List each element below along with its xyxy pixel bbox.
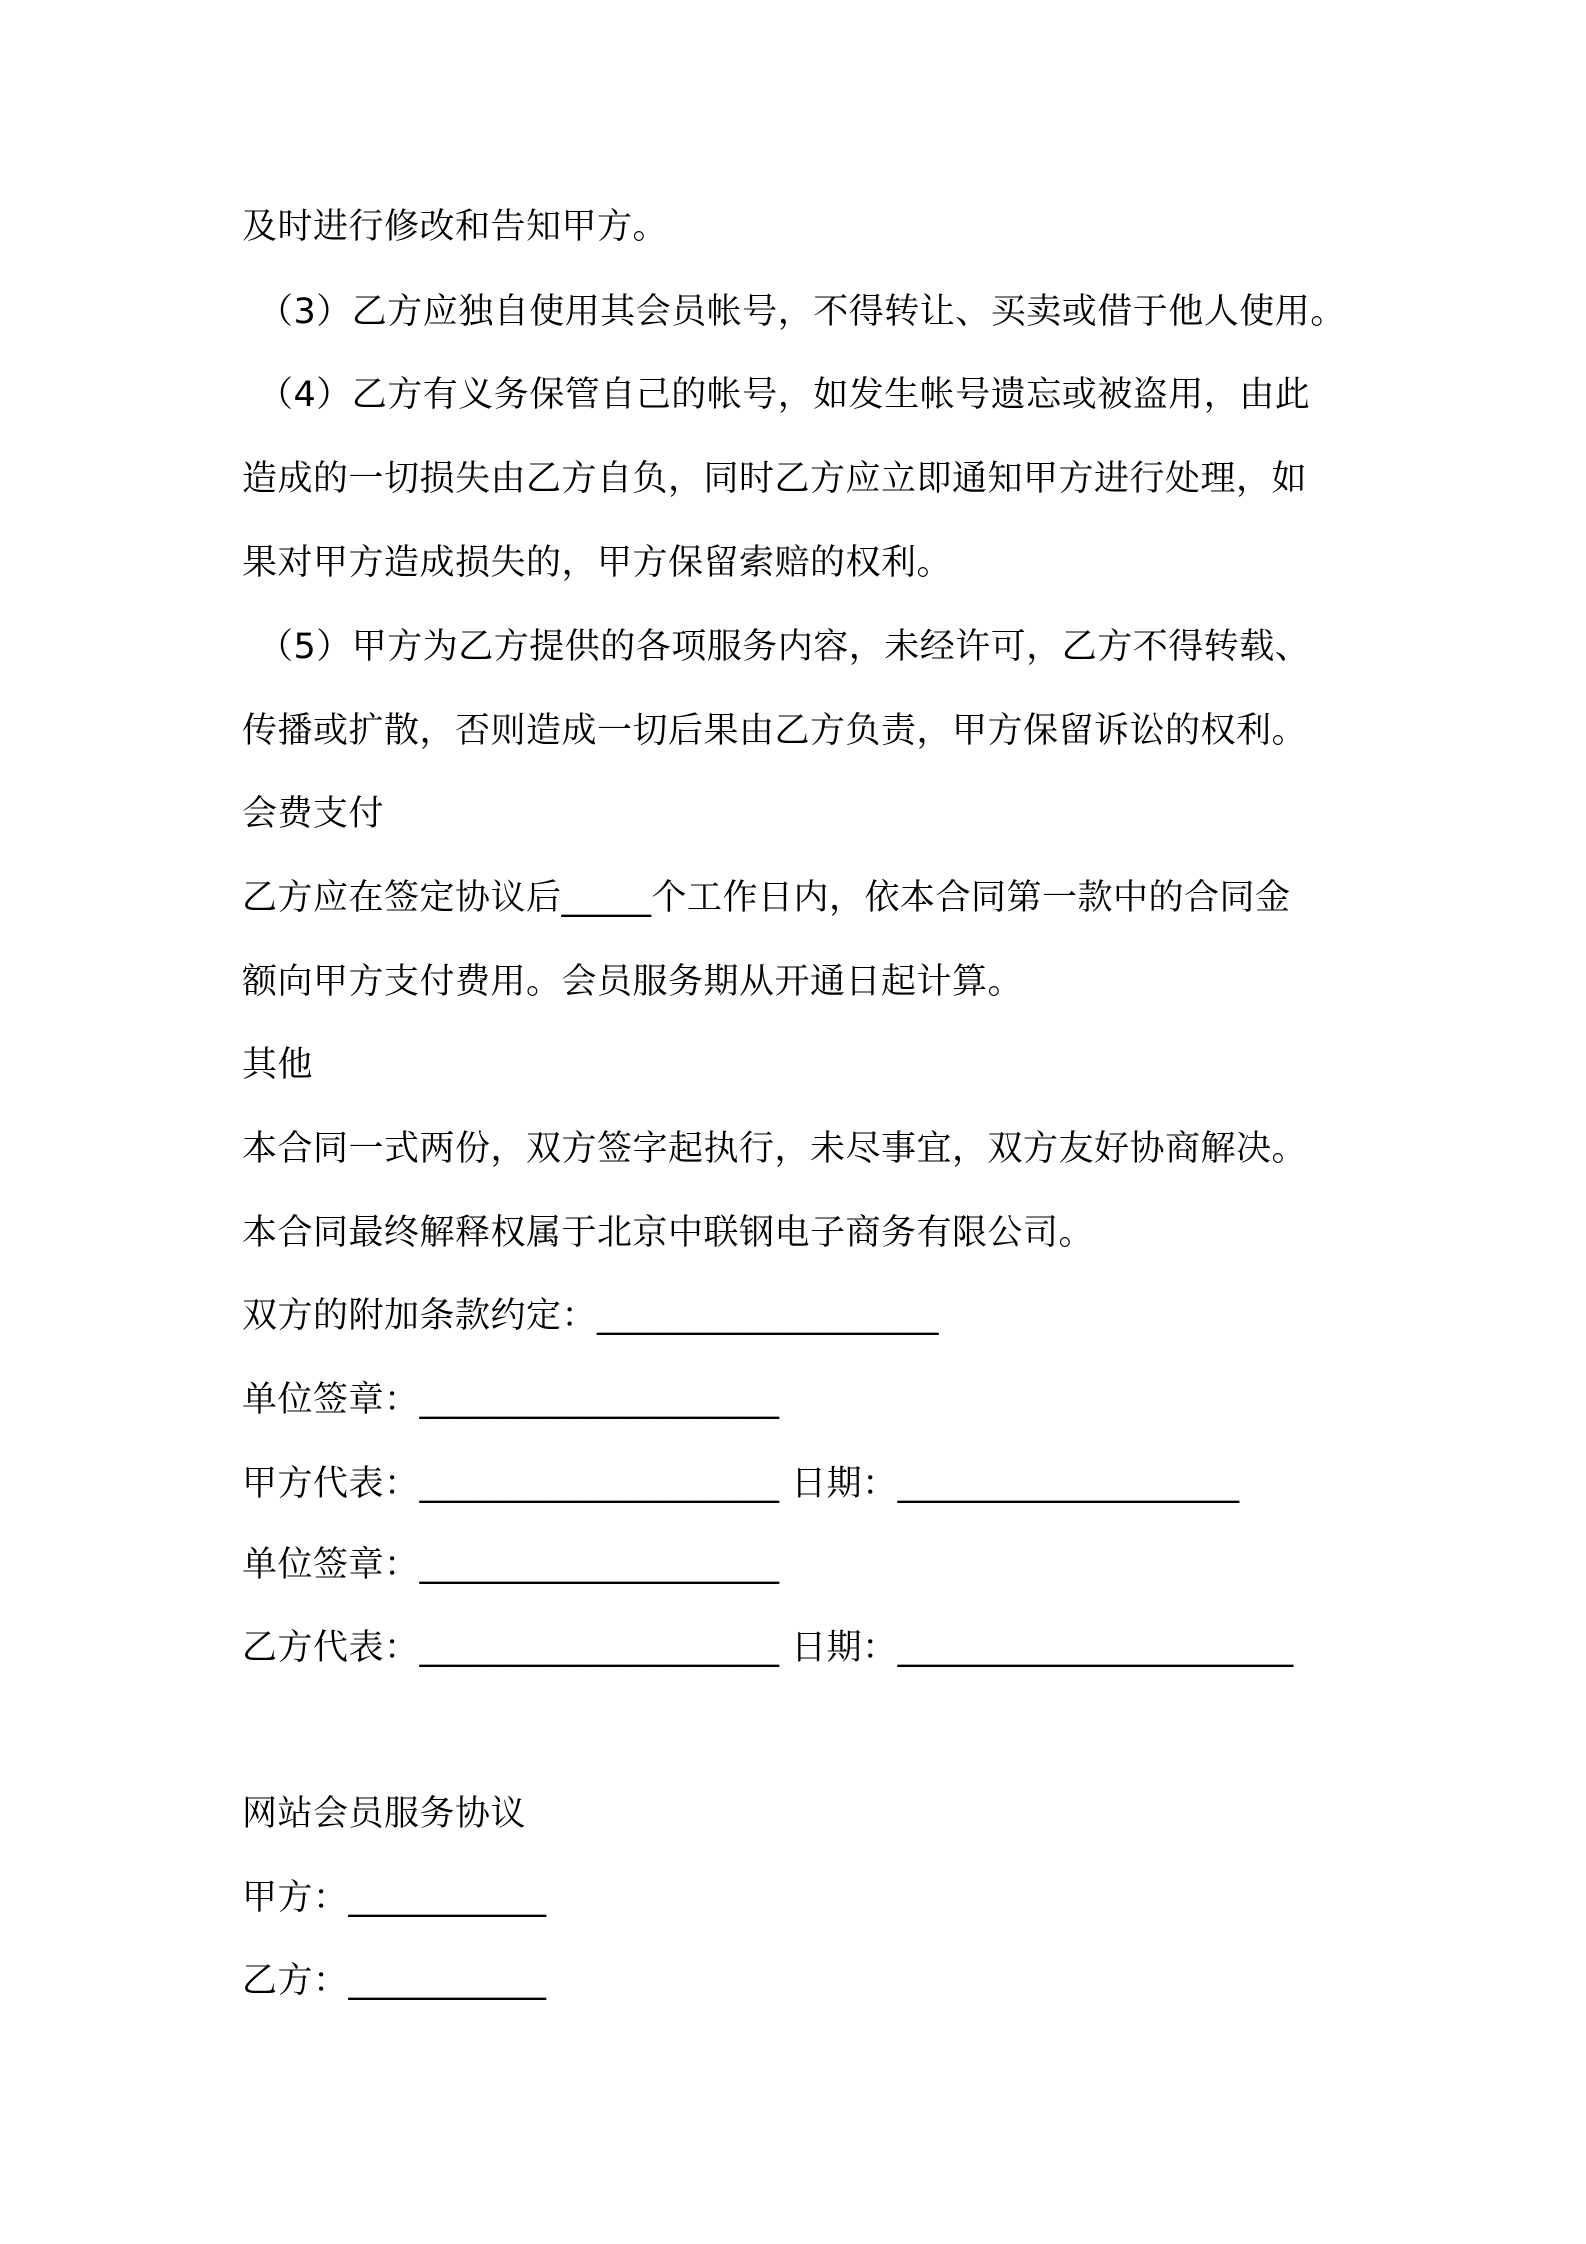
paragraph-line: 果对甲方造成损失的，甲方保留索赔的权利。	[242, 543, 953, 583]
section-heading-fee: 会费支付	[242, 794, 385, 834]
party-a-signature-field: 甲方代表：____________________ 日期：___________________	[242, 1464, 1240, 1504]
section-heading-other: 其他	[242, 1045, 314, 1085]
party-b-field: 乙方：___________	[242, 1961, 547, 2001]
clause-5: （5）甲方为乙方提供的各项服务内容，未经许可，乙方不得转载、	[258, 627, 1311, 667]
paragraph-line: 本合同最终解释权属于北京中联钢电子商务有限公司。	[242, 1213, 1095, 1253]
additional-terms-field: 双方的附加条款约定：___________________	[242, 1296, 940, 1336]
document-title: 网站会员服务协议	[242, 1794, 527, 1834]
paragraph-line: 乙方应在签定协议后_____个工作日内，依本合同第一款中的合同金	[242, 878, 1291, 918]
seal-field: 单位签章：____________________	[242, 1545, 780, 1585]
paragraph-line: 传播或扩散，否则造成一切后果由乙方负责，甲方保留诉讼的权利。	[242, 711, 1308, 751]
party-b-signature-field: 乙方代表：____________________ 日期：______________________	[242, 1628, 1294, 1668]
paragraph-line: 造成的一切损失由乙方自负，同时乙方应立即通知甲方进行处理，如	[242, 459, 1308, 499]
paragraph-line: 本合同一式两份，双方签字起执行，未尽事宜，双方友好协商解决。	[242, 1129, 1308, 1169]
seal-field: 单位签章：____________________	[242, 1380, 780, 1420]
clause-4: （4）乙方有义务保管自己的帐号，如发生帐号遗忘或被盗用，由此	[258, 375, 1311, 415]
party-a-field: 甲方：___________	[242, 1878, 547, 1918]
paragraph-line: 额向甲方支付费用。会员服务期从开通日起计算。	[242, 962, 1024, 1002]
paragraph-line: 及时进行修改和告知甲方。	[242, 207, 669, 247]
clause-3: （3）乙方应独自使用其会员帐号，不得转让、买卖或借于他人使用。	[258, 292, 1346, 332]
